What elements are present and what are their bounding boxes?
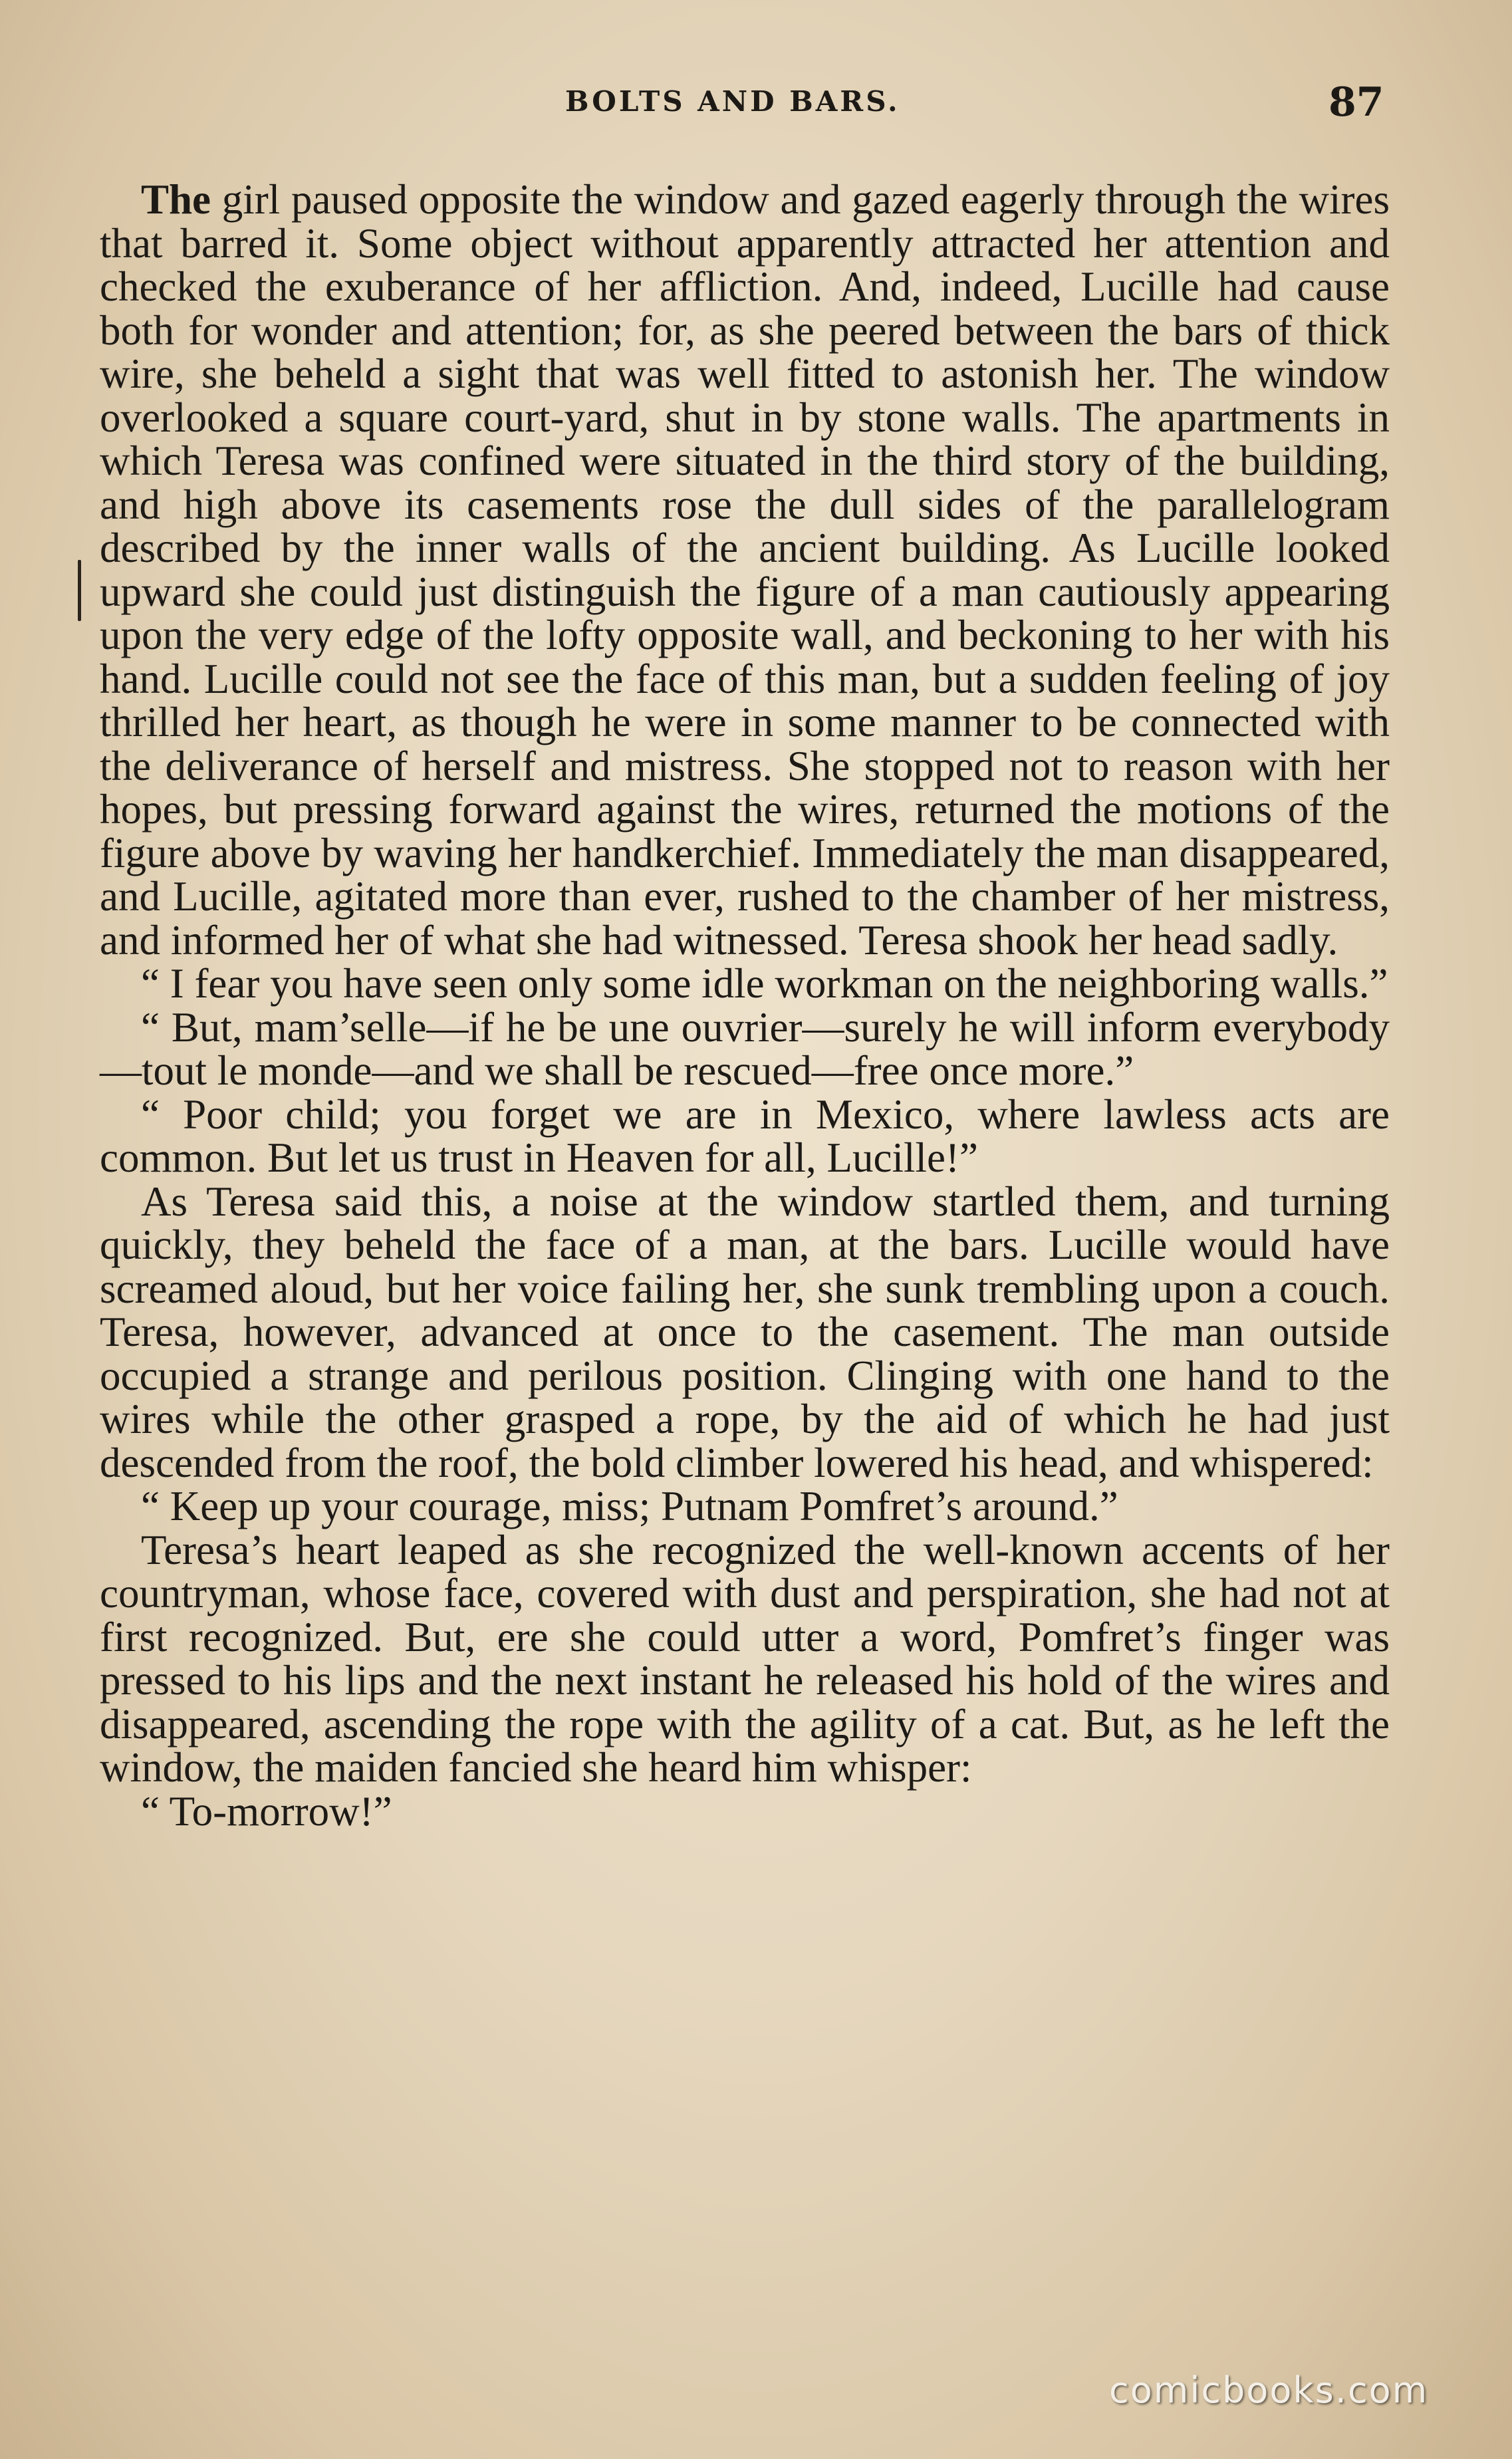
- paragraph-5: As Teresa said this, a noise at the window startled them, and turning quickly, they beheld the face of a man, at the bars. Lucille would have screamed aloud, but her voice failing her, she sunk trembling upon a couch. Teresa, however, advanced at once to the casement. The man outside occupied a strange and perilous position. Clinging with one hand to the wires while the other grasped a rope, by the aid of which he had just descended from the roof, the bold climber lowered his head, and whispered:: [100, 1178, 1390, 1486]
- running-title: BOLTS AND BARS.: [565, 85, 900, 118]
- watermark: comicbooks.com: [1109, 2369, 1429, 2411]
- paragraph-lead-word: The: [141, 176, 211, 223]
- page-number: 87: [1328, 79, 1384, 126]
- page-header: [0, 0, 1512, 146]
- paragraph-7: Teresa’s heart leaped as she recognized the well-known accents of her countryman, whose face, covered with dust and perspiration, she had not at first recognized. But, ere she could utter a word, Pomfret’s finger was pressed to his lips and the next instant he released his hold of the wires and disappeared, ascending the rope with the agility of a cat. But, as he left the window, the maiden fancied she heard him whisper:: [100, 1526, 1390, 1791]
- body-text: [100, 178, 1390, 1833]
- paragraph-4: “ Poor child; you forget we are in Mexico, where lawless acts are common. But let us trust in Heaven for all, Lucille!”: [100, 1091, 1390, 1181]
- paragraph-3: “ But, mam’selle—if he be une ouvrier—surely he will inform everybody—tout le monde—and we shall be rescued—free once more.”: [100, 1003, 1390, 1094]
- paragraph-text: girl paused opposite the window and gazed eagerly through the wires that barred it. Some object without apparently attracted her attention and checked the exuberance of her affliction. And, indeed, Lucille had cause both for wonder and attention; for, as she peered between the bars of thick wire, she beheld a sight that was well fitted to astonish her. The window overlooked a square court-yard, shut in by stone walls. The apartments in which Teresa was confined were situated in the third story of the building, and high above its casements rose the dull sides of the parallelogram described by the inner walls of the ancient building. As Lucille looked upward she could just distinguish the figure of a man cautiously appearing upon the very edge of the lofty opposite wall, and beckoning to her with his hand. Lucille could not see the face of this man, but a sudden feeling of joy thrilled her heart, as though he were in some manner to be connected with the deliverance of herself and mistress. She stopped not to reason with her hopes, but pressing forward against the wires, returned the motions of the figure above by waving her handkerchief. Immediately the man disappeared, and Lucille, agitated more than ever, rushed to the chamber of her mistress, and informed her of what she had witnessed. Teresa shook her head sadly.: [100, 176, 1390, 964]
- paragraph-2: “ I fear you have seen only some idle workman on the neighboring walls.”: [141, 960, 1388, 1007]
- margin-pencil-mark: [78, 560, 81, 621]
- paragraph-6: “ Keep up your courage, miss; Putnam Pomfret’s around.”: [141, 1483, 1118, 1529]
- paragraph-1: [100, 178, 1390, 962]
- paragraph-8: “ To-morrow!”: [141, 1787, 392, 1835]
